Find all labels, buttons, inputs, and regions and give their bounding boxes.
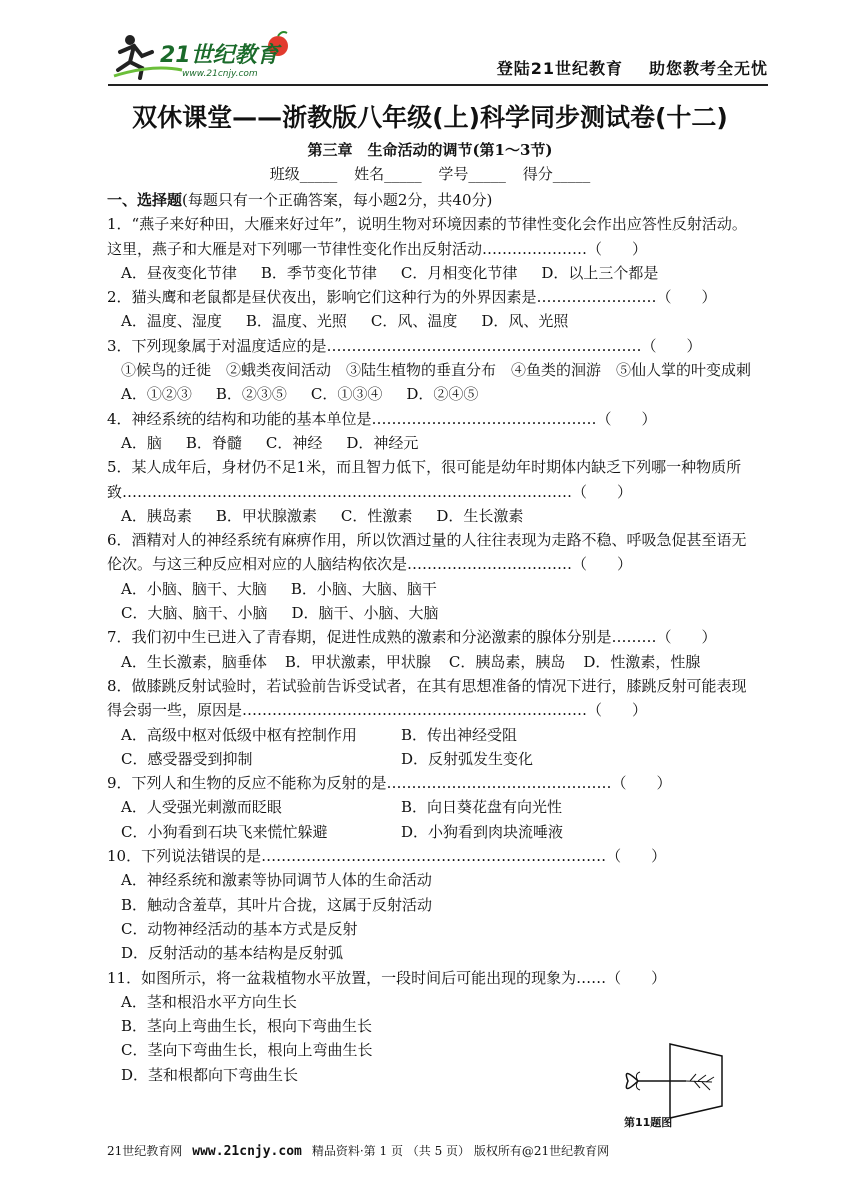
option: C．感受器受到抑制 [121, 749, 253, 768]
option: D．风、光照 [481, 312, 569, 331]
option: A．茎和根沿水平方向生长 [121, 992, 297, 1011]
option: C．大脑、脑干、小脑 [121, 604, 268, 623]
question-stem: 6．酒精对人的神经系统有麻痹作用，所以饮酒过量的人往往表现为走路不稳、呼吸急促甚至语无伦次。与这三种反应相对应的人脑结构依次是……………………………（ ） [107, 531, 747, 574]
question-options [107, 820, 757, 844]
option: D．反射弧发生变化 [401, 749, 534, 768]
footer-org: 21世纪教育网 [107, 1144, 183, 1158]
question-options [107, 650, 757, 674]
option: A．昼夜变化节律 [121, 263, 237, 282]
option: C．胰岛素，胰岛 [448, 652, 566, 671]
question-options [107, 382, 757, 406]
question-stem: 4．神经系统的结构和功能的基本单位是………………………………………（ ） [107, 409, 657, 428]
page-footer [107, 1142, 609, 1159]
header-divider [108, 84, 768, 86]
student-id-field: 学号_____ [438, 165, 506, 183]
question-options [107, 601, 757, 625]
option: C．①③④ [310, 385, 383, 404]
section-heading [107, 188, 757, 212]
option: C．神经 [265, 433, 323, 452]
question-stem: 3．下列现象属于对温度适应的是………………………………………………………（ ） [107, 336, 702, 355]
question-statements: ①候鸟的迁徙 ②蛾类夜间活动 ③陆生植物的垂直分布 ④鱼类的洄游 ⑤仙人掌的叶变成刺 [121, 361, 752, 380]
option: B．传出神经受阻 [401, 725, 518, 744]
logo-url: www.21cnjy.com [182, 69, 258, 79]
page-subtitle: 第三章 生命活动的调节(第1～3节) [307, 141, 553, 159]
question-options [107, 723, 757, 747]
slogan-login: 登陆21世纪教育 [496, 59, 623, 78]
option: C．小狗看到石块飞来慌忙躲避 [121, 822, 328, 841]
question-options [107, 747, 757, 771]
section-title: 一、选择题 [107, 191, 183, 209]
option: A．高级中枢对低级中枢有控制作用 [121, 725, 357, 744]
question-stem: 2．猫头鹰和老鼠都是昼伏夜出，影响它们这种行为的外界因素是……………………（ ） [107, 288, 717, 307]
option: C．动物神经活动的基本方式是反射 [121, 919, 358, 938]
class-field: 班级_____ [269, 165, 338, 183]
name-field: 姓名_____ [354, 165, 422, 183]
question-stem: 9．下列人和生物的反应不能称为反射的是………………………………………（ ） [107, 774, 672, 793]
option: A．温度、湿度 [121, 312, 222, 331]
plant-roots [686, 1074, 714, 1090]
option: D．生长激素 [436, 506, 524, 525]
option: D．性激素，性腺 [583, 652, 701, 671]
student-info-line [0, 163, 860, 184]
option: D．脑干、小脑、大脑 [291, 604, 439, 623]
question-stem: 11．如图所示，将一盆栽植物水平放置，一段时间后可能出现的现象为……（ ） [107, 968, 667, 987]
option: B．向日葵花盘有向光性 [401, 798, 563, 817]
question-stem: 7．我们初中生已进入了青春期，促进性成熟的激素和分泌激素的腺体分别是………（ ） [107, 628, 717, 647]
question-stem: 8．做膝跳反射试验时，若试验前告诉受试者，在其有思想准备的情况下进行，膝跳反射可能表现得会弱一些，原因是……………………………………………………………（ ） [107, 676, 747, 720]
question-options [107, 431, 757, 455]
option: C．性激素 [340, 506, 413, 525]
option: D．②④⑤ [406, 385, 479, 404]
page-title: 双休课堂——浙教版八年级(上)科学同步测试卷(十二) [132, 103, 728, 132]
option: A．①②③ [121, 385, 192, 404]
option: A．人受强光刺激而眨眼 [121, 798, 282, 817]
option: D．神经元 [346, 433, 419, 452]
question-options [107, 504, 757, 528]
header-slogan [497, 56, 768, 79]
footer-page-info: 精品资料·第 1 页 （共 5 页） 版权所有@21世纪教育网 [311, 1144, 610, 1158]
option: C．茎向下弯曲生长，根向上弯曲生长 [121, 1041, 373, 1060]
option: A．神经系统和激素等协同调节人体的生命活动 [121, 871, 432, 890]
option: C．月相变化节律 [400, 263, 518, 282]
score-field: 得分_____ [522, 165, 591, 183]
question-options [107, 309, 757, 333]
question-stem: 5．某人成年后，身材仍不足1米，而且智力低下，很可能是幼年时期体内缺乏下列哪一种物质所致………………………………………………………………………………（ ） [107, 458, 742, 501]
option: B．温度、光照 [245, 312, 347, 331]
question-list [107, 188, 757, 1087]
option: B．小脑、大脑、脑干 [290, 579, 437, 598]
logo-text: 21世纪教育 [160, 43, 279, 68]
question-options [107, 795, 757, 819]
option: D．反射活动的基本结构是反射弧 [121, 944, 344, 963]
footer-site-link[interactable]: www.21cnjy.com [192, 1144, 302, 1159]
option: A．生长激素，脑垂体 [121, 652, 267, 671]
option: B．甲状腺激素 [215, 506, 317, 525]
option: A．脑 [121, 433, 162, 452]
question-stem: 10．下列说法错误的是……………………………………………………………（ ） [107, 847, 667, 866]
option: B．②③⑤ [215, 385, 287, 404]
option: B．甲状激素，甲状腺 [284, 652, 431, 671]
option: D．小狗看到肉块流唾液 [401, 822, 564, 841]
option: D．茎和根都向下弯曲生长 [121, 1065, 299, 1084]
option: B．茎向上弯曲生长，根向下弯曲生长 [121, 1017, 373, 1036]
option: A．胰岛素 [121, 506, 192, 525]
option: D．以上三个都是 [541, 263, 659, 282]
figure-caption: 第11题图 [624, 1116, 673, 1129]
question-stem: 1．“燕子来好种田，大雁来好过年”，说明生物对环境因素的节律性变化会作出应答性反射活动。这里，燕子和大雁是对下列哪一节律性变化作出反射活动…………………（ ） [107, 215, 747, 258]
site-logo [112, 30, 312, 82]
option: B．脊髓 [185, 433, 242, 452]
slogan-help: 助您教考全无忧 [648, 59, 768, 78]
question-options [107, 577, 757, 601]
option: B．季节变化节律 [260, 263, 377, 282]
option: B．触动含羞草，其叶片合拢，这属于反射活动 [121, 895, 433, 914]
question-options [107, 261, 757, 285]
option: A．小脑、脑干、大脑 [121, 579, 267, 598]
option: C．风、温度 [370, 312, 458, 331]
section-note: (每题只有一个正确答案，每小题2分，共40分) [182, 191, 493, 209]
